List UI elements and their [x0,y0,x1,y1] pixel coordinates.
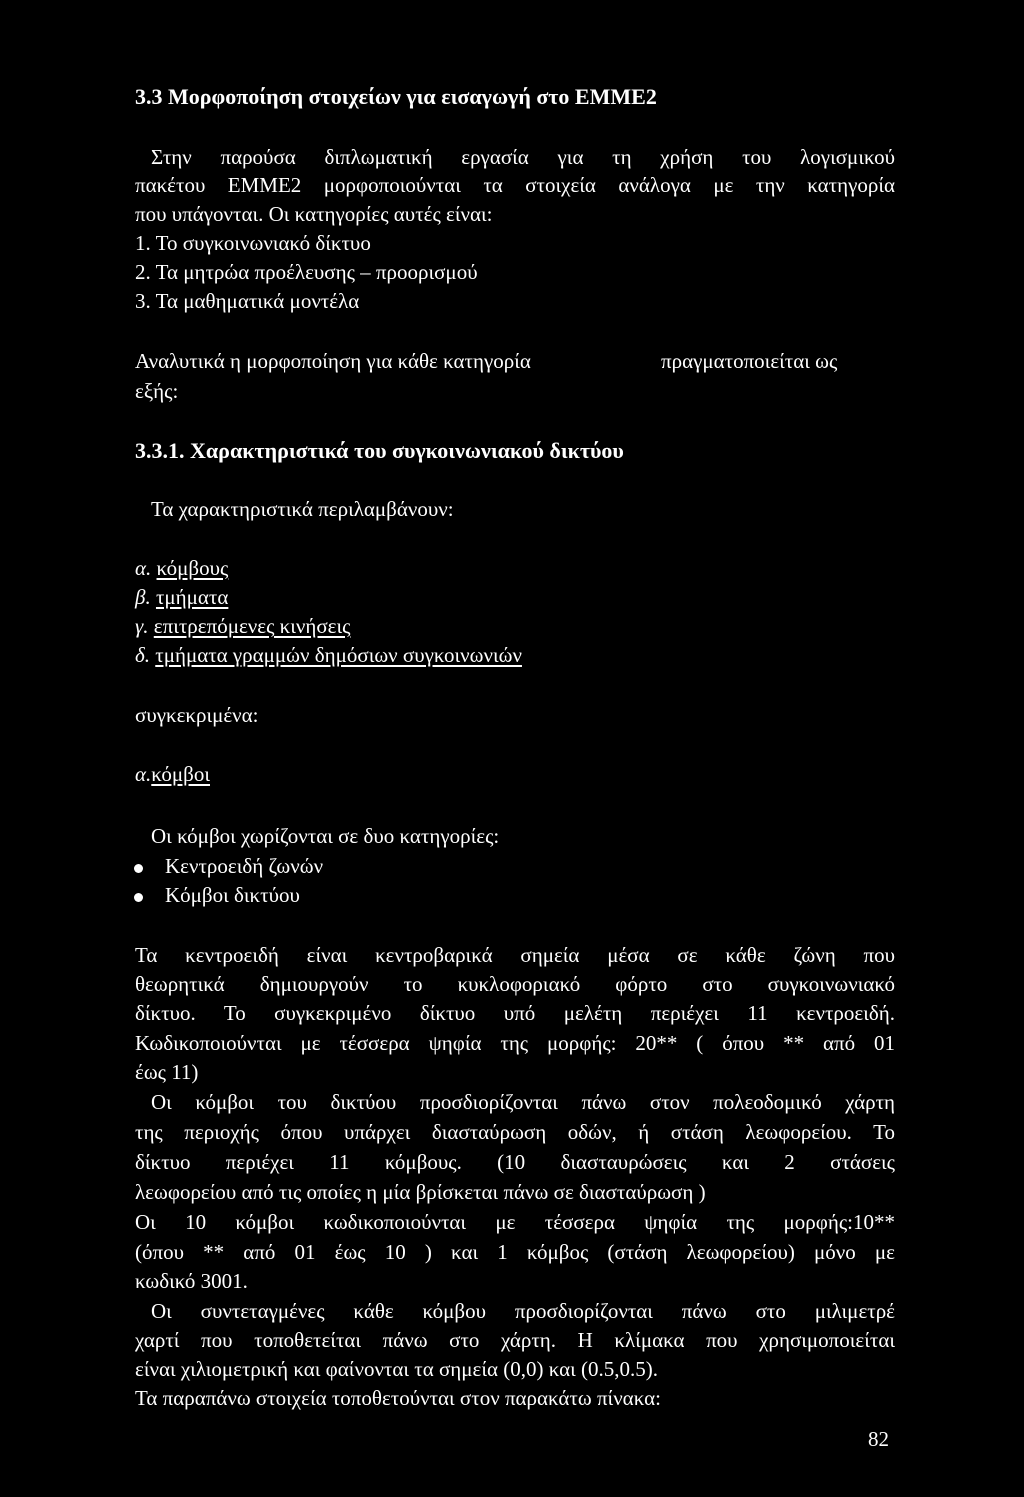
nodes-title: κόμβοι [151,762,210,786]
p1-line-5: έως 11) [135,1060,199,1084]
includes-text: Τα χαρακτηριστικά περιλαμβάνουν: [151,497,454,521]
analysis-text-left: Αναλυτικά η μορφοποίηση για κάθε κατηγορία [135,349,531,373]
list-letter: β. [135,585,151,609]
bullet-dot [134,864,143,873]
list-letter: δ. [135,643,151,667]
p5-line-1: Τα παραπάνω στοιχεία τοποθετούνται στον παρακάτω πίνακα: [135,1386,661,1410]
list-text: επιτρεπόμενες κινήσεις [153,614,351,638]
list-letter: γ. [135,614,149,638]
p1-line-1: Τα κεντροειδή είναι κεντροβαρικά σημεία μέσα σε κάθε ζώνη που [135,943,895,967]
list-text: κόμβους [156,556,229,580]
p2-line-2: της περιοχής όπου υπάρχει διασταύρωση οδών, ή στάση λεωφορείου. Το [135,1120,895,1144]
page-number: 82 [868,1427,889,1451]
subsection-title: 3.3.1. Χαρακτηριστικά του συγκοινωνιακού δικτύου [135,438,624,463]
bullet-item-centroids: Κεντροειδή ζωνών [165,854,324,878]
list-item-c [135,616,350,637]
p4-line-3: είναι χιλιομετρική και φαίνονται τα σημεία (0,0) και (0.5,0.5). [135,1357,659,1381]
p2-line-4: λεωφορείου από τις οποίες η μία βρίσκεται πάνω σε διασταύρωση ) [135,1180,706,1204]
p1-line-3: δίκτυο. Το συγκεκριμένο δίκτυο υπό μελέτη περιέχει 11 κεντροειδή. [135,1001,895,1025]
nodes-letter: α. [135,762,152,786]
p3-line-3: κωδικό 3001. [135,1269,248,1293]
p4-line-2: χαρτί που τοποθετείται πάνω στο χάρτη. Η κλίμακα που χρησιμοποιείται [135,1328,895,1352]
list-text: τμήματα [155,585,229,609]
category-item-3: 3. Τα μαθηματικά μοντέλα [135,289,360,313]
p4-line-1: Οι συντεταγμένες κάθε κόμβου προσδιορίζονται πάνω στο μιλιμετρέ [151,1299,895,1323]
p1-line-2: θεωρητικά δημιουργούν το κυκλοφοριακό φόρτο στο συγκοινωνιακό [135,972,895,996]
list-text: τμήματα γραμμών δημόσιων συγκοινωνιών [155,643,522,667]
analysis-text-right: πραγματοποιείται ως [661,349,838,373]
intro-line-3: που υπάγονται. Οι κατηγορίες αυτές είναι: [135,202,493,226]
list-letter: α. [135,556,152,580]
section-title: 3.3 Μορφοποίηση στοιχείων για εισαγωγή στο ΕΜΜΕ2 [135,84,657,109]
p2-line-1: Οι κόμβοι του δικτύου προσδιορίζονται πάνω στον πολεοδομικό χάρτη [151,1090,895,1114]
list-item-a [135,558,228,579]
category-item-1: 1. Το συγκοινωνιακό δίκτυο [135,231,371,255]
nodes-heading [135,764,210,785]
p3-line-1: Οι 10 κόμβοι κωδικοποιούνται με τέσσερα ψηφία της μορφής:10** [135,1210,895,1234]
list-item-d [135,645,522,666]
analysis-line-2: εξής: [135,379,179,403]
bullet-item-network-nodes: Κόμβοι δικτύου [165,883,300,907]
specifically-text: συγκεκριμένα: [135,703,259,727]
intro-line-1: Στην παρούσα διπλωματική εργασία για τη χρήση του λογισμικού [151,145,895,169]
category-item-2: 2. Τα μητρώα προέλευσης – προορισμού [135,260,478,284]
nodes-split-text: Οι κόμβοι χωρίζονται σε δυο κατηγορίες: [151,824,500,848]
p1-line-4: Κωδικοποιούνται με τέσσερα ψηφία της μορφής: 20** ( όπου ** από 01 [135,1031,895,1055]
intro-line-2: πακέτου ΕΜΜΕ2 μορφοποιούνται τα στοιχεία ανάλογα με την κατηγορία [135,173,895,197]
p3-line-2: (όπου ** από 01 έως 10 ) και 1 κόμβος (στάση λεωφορείου) μόνο με [135,1240,895,1264]
bullet-dot [134,893,143,902]
list-item-b [135,587,228,608]
p2-line-3: δίκτυο περιέχει 11 κόμβους. (10 διασταυρώσεις και 2 στάσεις [135,1150,895,1174]
